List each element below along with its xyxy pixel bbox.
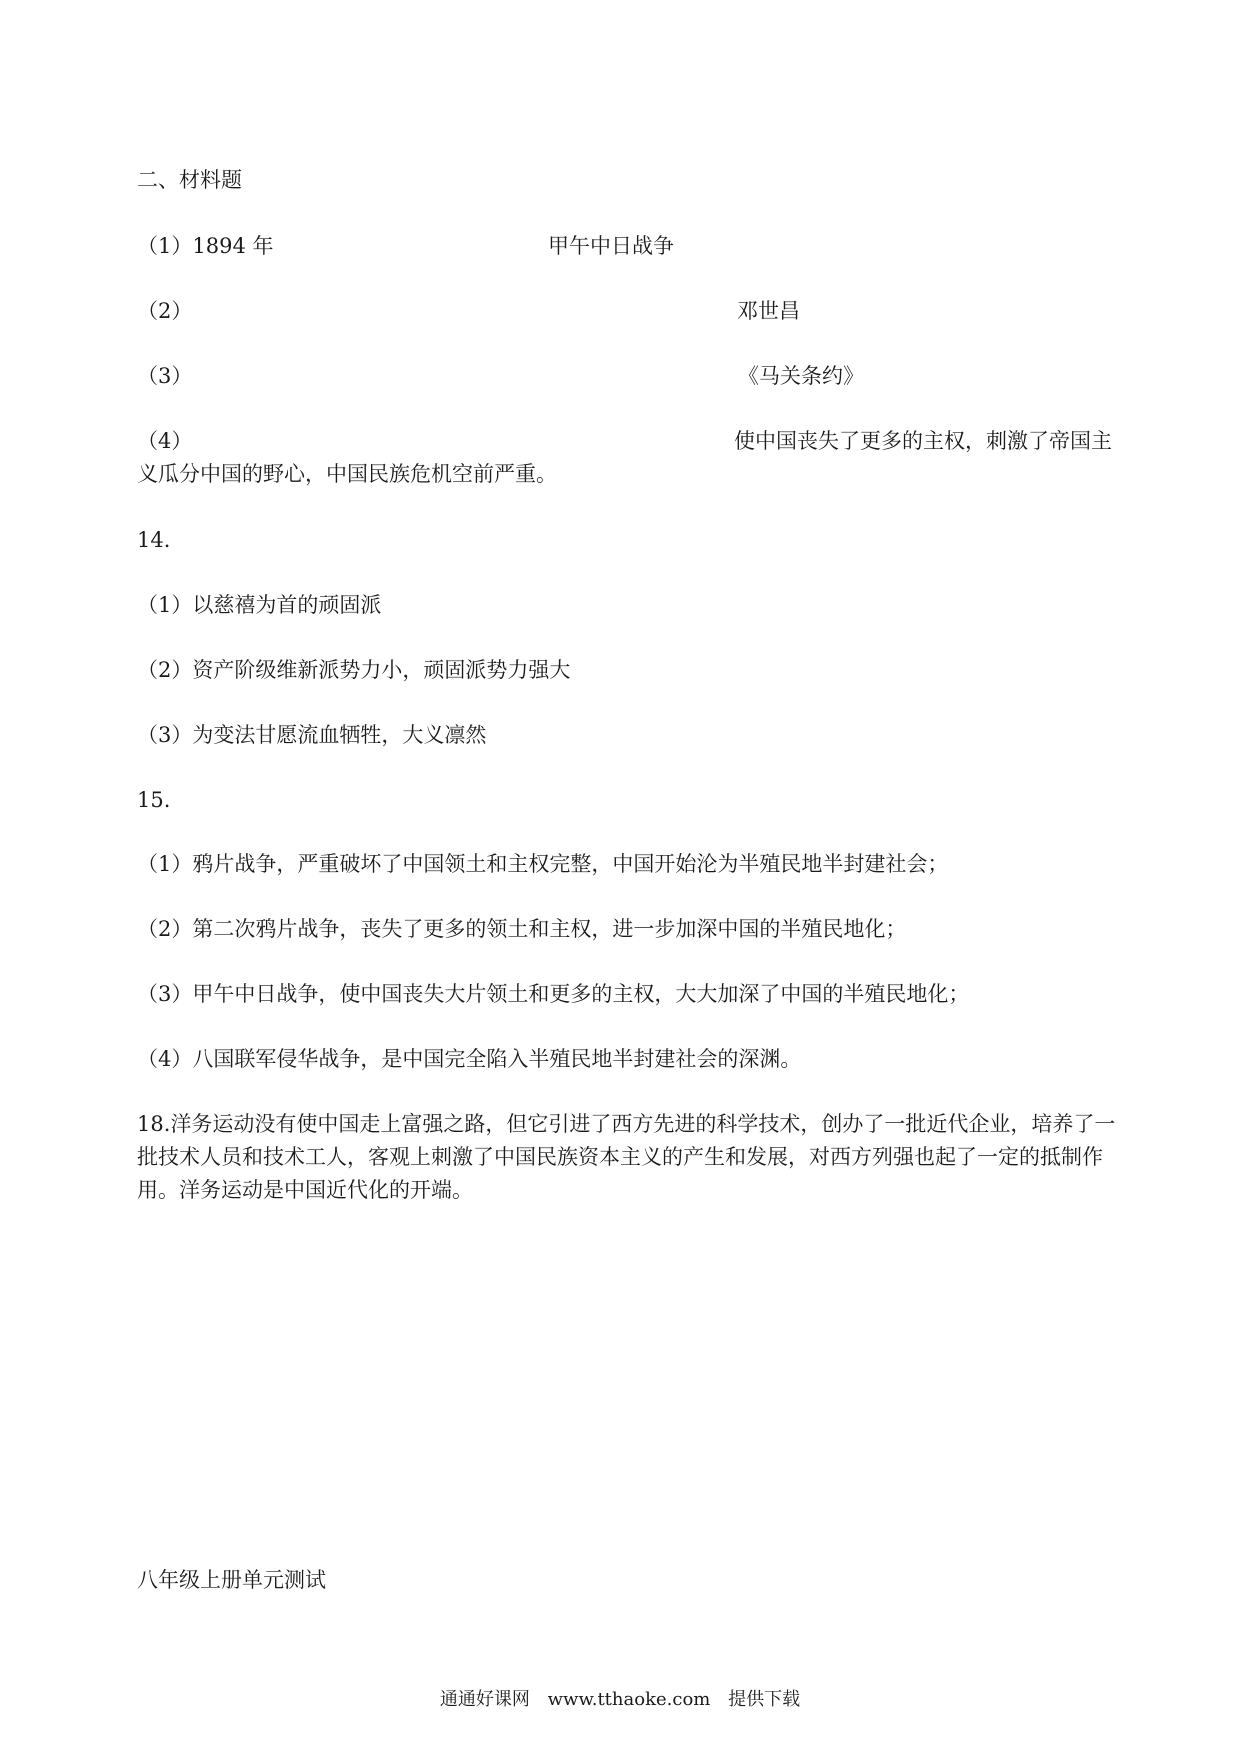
page-footer [0,1686,1240,1714]
footer-action: 提供下载 [728,1689,801,1710]
q14-answer-2: （2）资产阶级维新派势力小，顽固派势力强大 [137,658,571,682]
q13-answer-2-text: 邓世昌 [737,299,800,323]
q18-answer: 18.洋务运动没有使中国走上富强之路，但它引进了西方先进的科学技术，创办了一批近代企业，培养了一批技术人员和技术工人，客观上刺激了中国民族资本主义的产生和发展，对西方列强也起了一定的抵制作用。洋务运动是中国近代化的开端。 [137,1112,1116,1202]
q15-number: 15. [137,788,171,812]
footer-site-name: 通通好课网 [439,1689,530,1710]
q14-answer-3: （3）为变法甘愿流血牺牲，大义凛然 [137,723,487,747]
q13-answer-4-label: （4） [137,429,193,453]
q15-answer-4: （4）八国联军侵华战争，是中国完全陷入半殖民地半封建社会的深渊。 [137,1047,802,1071]
q15-answer-1: （1）鸦片战争，严重破坏了中国领土和主权完整，中国开始沦为半殖民地半封建社会； [137,852,949,876]
q13-answer-1-label: （1）1894 年 [137,234,274,258]
q13-answer-4-continuation: 义瓜分中国的野心，中国民族危机空前严重。 [137,462,557,486]
q14-answer-1: （1）以慈禧为首的顽固派 [137,593,382,617]
q13-answer-1-text: 甲午中日战争 [548,234,674,258]
q13-answer-3-text: 《马关条约》 [738,364,864,388]
document-label: 八年级上册单元测试 [137,1568,326,1592]
q13-answer-2-label: （2） [137,299,193,323]
q13-answer-4-text: 使中国丧失了更多的主权，刺激了帝国主 [734,429,1112,453]
q13-answer-3-label: （3） [137,364,193,388]
footer-url: www.tthaoke.com [547,1689,711,1710]
section-title: 二、材料题 [137,168,242,192]
q15-answer-2: （2）第二次鸦片战争，丧失了更多的领土和主权，进一步加深中国的半殖民地化； [137,917,907,941]
q14-number: 14. [137,528,171,552]
q15-answer-3: （3）甲午中日战争，使中国丧失大片领土和更多的主权，大大加深了中国的半殖民地化； [137,982,970,1006]
